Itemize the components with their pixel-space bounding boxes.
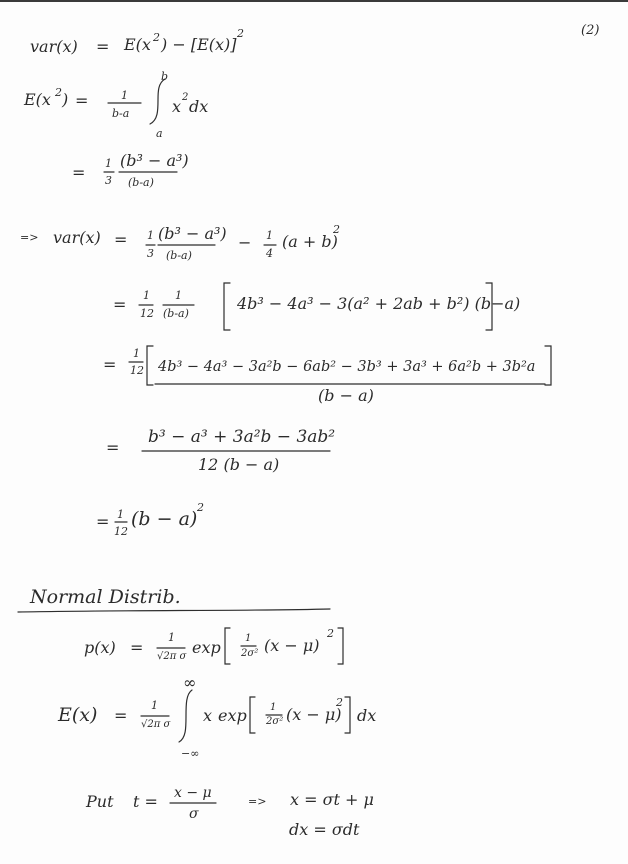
bracket-open-ex <box>250 697 255 733</box>
lower-limit-neg-infinity: −∞ <box>181 747 200 760</box>
simplified-denominator: 12 (b − a) <box>198 455 280 474</box>
dx-term: dx <box>189 97 209 116</box>
lower-limit: a <box>156 127 163 140</box>
coef-numerator: 1 <box>121 89 128 102</box>
page-number: (2) <box>581 23 600 38</box>
exp-label: exp <box>192 638 221 657</box>
superscript: 2 <box>153 31 160 44</box>
coef-denominator: b-a <box>112 107 130 120</box>
equals-sign: = <box>75 91 89 110</box>
dx-term: dx <box>357 706 377 725</box>
equals-sign: = <box>114 706 128 725</box>
integrand-x: x <box>203 706 213 725</box>
superscript: 2 <box>333 223 340 236</box>
minus-sign: − <box>238 233 252 252</box>
coef-numerator: 1 <box>147 229 154 242</box>
ex-squared-term: ) − [E(x)] <box>161 35 237 54</box>
paren-close: ) <box>62 90 69 109</box>
bracket-open-2 <box>147 346 153 385</box>
bracket-close-ex <box>345 697 350 733</box>
quarter-numerator: 1 <box>266 229 273 242</box>
coef-denominator: √2π σ <box>141 719 171 730</box>
bracket-body: 4b³ − 4a³ − 3(a² + 2ab + b²) (b−a) <box>237 294 521 313</box>
numerator: (b³ − a³) <box>158 224 227 243</box>
superscript: 2 <box>336 696 343 709</box>
var-x-label: var(x) <box>30 37 78 56</box>
equals-sign: = <box>96 37 110 56</box>
coef-numerator: 1 <box>168 631 175 644</box>
pdf-label: p(x) <box>84 638 116 657</box>
dx-equation: dx = σdt <box>289 820 360 839</box>
quarter-denominator: 4 <box>266 247 273 260</box>
expanded-numerator: 4b³ − 4a³ − 3a²b − 6ab² − 3b³ + 3a³ + 6a²b + 3b²a <box>158 359 536 375</box>
put-label: Put <box>86 792 114 811</box>
exp-denominator: 2σ² <box>241 648 259 659</box>
integral-sign-a-b <box>150 79 165 124</box>
expanded-denominator: (b − a) <box>318 386 374 405</box>
coef-denominator: (b-a) <box>163 307 189 320</box>
upper-limit-infinity: ∞ <box>183 673 197 692</box>
coef-numerator: 1 <box>133 347 140 360</box>
equals-sign: = <box>72 163 86 182</box>
superscript: 2 <box>55 86 62 99</box>
coef-numerator: 1 <box>105 157 112 170</box>
coef-numerator: 1 <box>143 289 150 302</box>
equals-sign: = <box>130 638 144 657</box>
exp-numerator: 1 <box>245 633 252 644</box>
equals-sign: = <box>106 438 120 457</box>
sub-numerator: x − μ <box>174 785 212 801</box>
coef-denominator: √2π σ <box>157 651 187 662</box>
x-equation: x = σt + μ <box>290 790 374 809</box>
implies-arrow: => <box>248 795 267 808</box>
simplified-numerator: b³ − a³ + 3a²b − 3ab² <box>148 427 336 447</box>
superscript: 2 <box>197 501 204 514</box>
denominator: (b-a) <box>128 176 154 189</box>
deviation-term: (x − μ) <box>286 705 342 724</box>
var-x-label: var(x) <box>53 228 101 247</box>
upper-limit: b <box>161 70 169 83</box>
bracket-close-2 <box>545 346 551 385</box>
section-heading: Normal Distrib. <box>30 586 181 608</box>
denominator: (b-a) <box>166 249 192 262</box>
implies-arrow: => <box>20 231 39 244</box>
superscript: 2 <box>327 627 334 640</box>
ex-label: E(x) <box>58 704 98 726</box>
coef-numerator: 1 <box>151 699 158 712</box>
final-term: (b − a) <box>131 508 198 530</box>
equals-sign: = <box>113 295 127 314</box>
coef-denominator: 3 <box>147 247 154 260</box>
numerator: (b³ − a³) <box>120 151 189 170</box>
equals-sign: = <box>96 512 110 531</box>
coef-denominator: 12 <box>130 364 144 377</box>
superscript: 2 <box>237 27 244 40</box>
bracket-open-pdf <box>225 628 230 664</box>
t-equals: t = <box>133 792 158 811</box>
exp-denominator: 2σ² <box>266 716 284 727</box>
integrand-x: x <box>172 97 182 116</box>
equals-sign: = <box>114 230 128 249</box>
coef-numerator: 1 <box>117 508 124 521</box>
bracket-close-pdf <box>338 628 343 664</box>
exp-label: exp <box>218 706 247 725</box>
heading-underline <box>18 609 330 612</box>
deviation-term: (x − μ) <box>264 636 320 655</box>
bracket-open-1 <box>224 283 230 330</box>
coef-denominator: 12 <box>114 525 128 538</box>
exp-numerator: 1 <box>270 702 277 713</box>
coef-denominator: 3 <box>105 174 112 187</box>
superscript: 2 <box>182 92 189 103</box>
ex2-label: E(x <box>24 90 51 109</box>
coef-numerator: 1 <box>175 289 182 302</box>
sum-squared: (a + b) <box>282 232 338 251</box>
coef-denominator: 12 <box>140 307 154 320</box>
equals-sign: = <box>103 355 117 374</box>
ex2-term: E(x <box>124 35 151 54</box>
sub-denominator: σ <box>189 806 199 822</box>
integral-sign-inf <box>179 690 192 742</box>
